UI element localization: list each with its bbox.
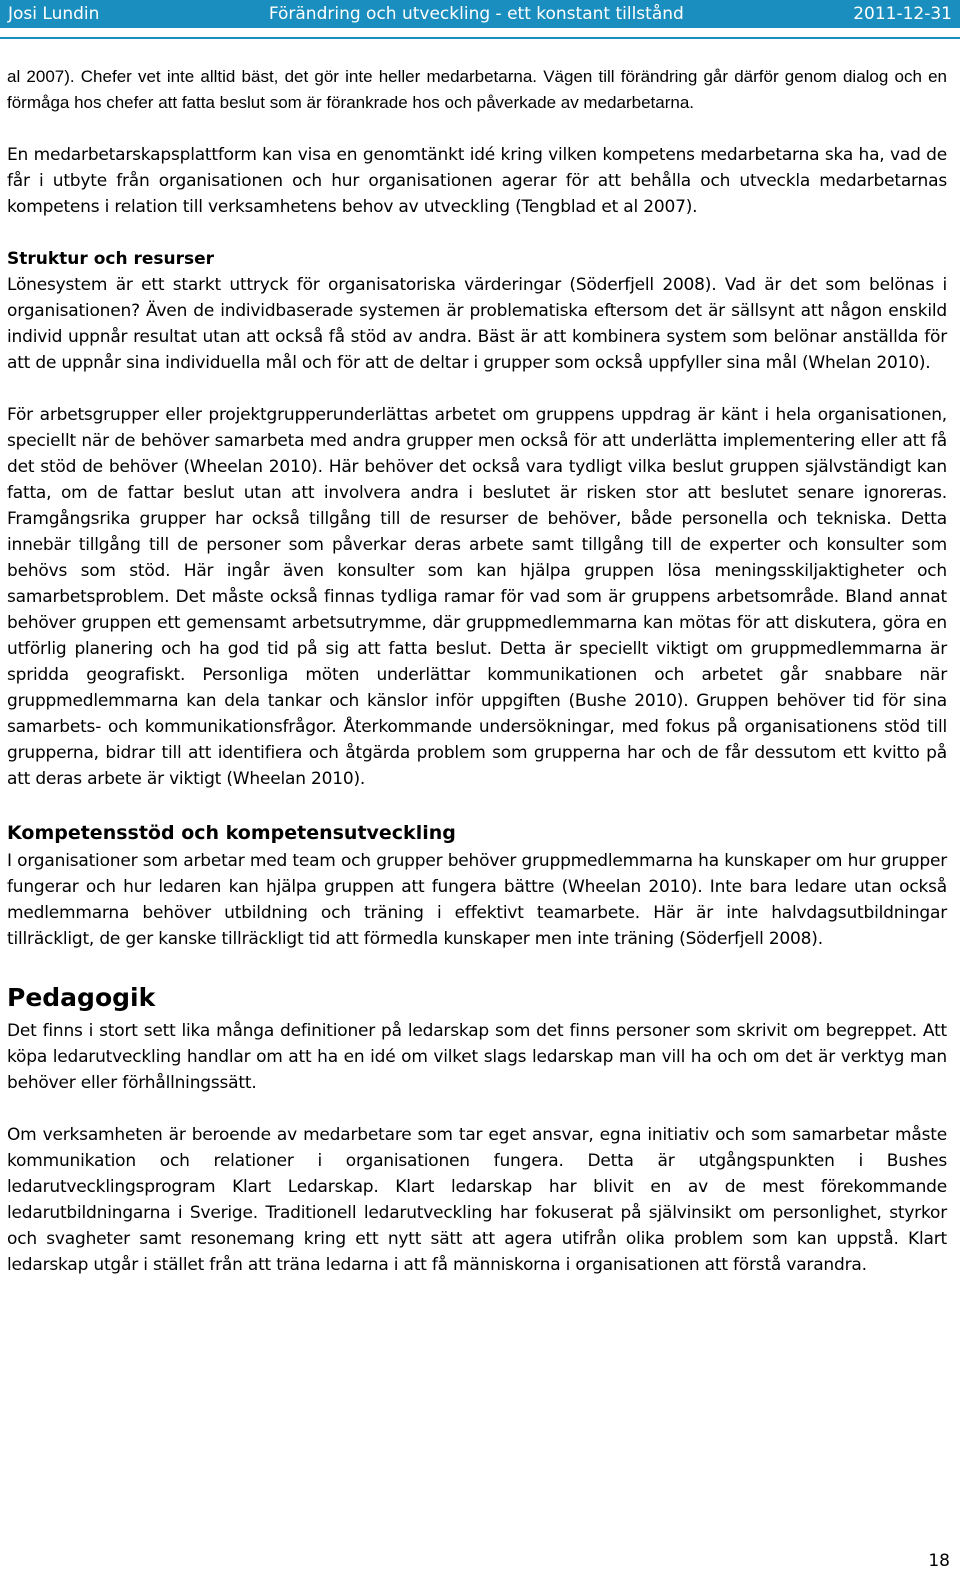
heading-struktur-och-resurser: Struktur och resurser — [7, 249, 215, 269]
paragraph-pedagogik-definition: Det finns i stort sett lika många definitioner på ledarskap som det finns personer som skrivit om begreppet. Att köpa ledarutveckling handlar om att ha en idé om vilket slags ledarskap man vill ha och om det är verktyg man behöver eller förhållningssätt. — [7, 1021, 947, 1093]
paragraph-kompetens: I organisationer som arbetar med team och grupper behöver gruppmedlemmarna ha kunskaper om hur grupper fungerar och hur ledaren kan hjälpa gruppen att fungera bättre (Wheelan 2010). Inte bara ledare utan också medlemmarna behöver utbildning och träning i effektivt teamarbete. Här är inte halvdagsutbildningar tillräckligt, de ger kanske tillräckligt tid att förmedla kunskaper men inte träning (Söderfjell 2008). — [7, 851, 947, 949]
page-header — [0, 0, 960, 28]
header-row — [8, 3, 952, 25]
header-author: Josi Lundin — [8, 4, 100, 24]
page-number: 18 — [928, 1551, 950, 1571]
paragraph-klart-ledarskap: Om verksamheten är beroende av medarbetare som tar eget ansvar, egna initiativ och som samarbetar måste kommunikation och relationer i organisationen fungera. Detta är utgångspunkten i Bushes ledarutvecklingsprogram Klart Ledarskap. Klart ledarskap har blivit en av de mest förekommande ledarutbildningarna i Sverige. Traditionell ledarutveckling har fokuserat på självinsikt om personlighet, styrkor och svagheter samt resonemang kring ett nytt sätt att agera utifrån olika problem som kan uppstå. Klart ledarskap utgår i stället från att träna ledarna i att få människorna i organisationen att förstå varandra. — [7, 1125, 947, 1275]
heading-kompetensstod: Kompetensstöd och kompetensutveckling — [7, 822, 456, 844]
header-title: Förändring och utveckling - ett konstant tillstånd — [268, 4, 684, 24]
paragraph-lonesystem: Lönesystem är ett starkt uttryck för organisatoriska värderingar (Söderfjell 2008). Vad är det som belönas i organisationen? Även de individbaserade systemen är problematiska eftersom det är sällsynt att någon enskild individ uppnår resultat utan att också få stöd av andra. Bäst är att kombinera system som belönar anställda för att de uppnår sina individuella mål och för att de deltar i grupper som också uppfyller sina mål (Whelan 2010). — [7, 275, 947, 373]
heading-pedagogik: Pedagogik — [7, 983, 156, 1012]
paragraph-intro: al 2007). Chefer vet inte alltid bäst, det gör inte heller medarbetarna. Vägen till förändring går därför genom dialog och en förmåga hos chefer att fatta beslut som är förankrade hos och påverkade av medarbetarna. — [7, 67, 947, 112]
paragraph-arbetsgrupper: För arbetsgrupper eller projektgrupperunderlättas arbetet om gruppens uppdrag är känt i hela organisationen, speciellt när de behöver samarbeta med andra grupper men också för att underlätta implementering eller att få det stöd de behöver (Wheelan 2010). Här behöver det också vara tydligt vilka beslut gruppen självständigt kan fatta, om de fattar beslut utan att involvera andra i beslutet är risken stor att beslutet senare ignoreras. Framgångsrika grupper har också tillgång till de resurser de behöver, både personella och tekniska. Detta innebär tillgång till de personer som påverkar deras arbete samt tillgång till de experter och konsulter som behövs som stöd. Här ingår även konsulter som kan hjälpa gruppen lösa meningsskiljaktigheter och samarbetsproblem. Det måste också finnas tydliga ramar för vad som är gruppens arbetsområde. Bland annat behöver gruppen ett gemensamt arbetsutrymme, där gruppmedlemmarna kan mötas för att diskutera, göra en utförlig planering och ha god tid på sig att fatta beslut. Detta är speciellt viktigt om gruppmedlemmarna är spridda geografiskt. Personliga möten underlättar kommunikationen och arbetet går snabbare när gruppmedlemmarna kan dela tankar och känslor inför uppgiften (Bushe 2010). Gruppen behöver tid för sina samarbets- och kommunikationsfrågor. Återkommande undersökningar, med fokus på organisationens stöd till grupperna, bidrar till att identifiera och åtgärda problem som grupperna har och de får dessutom ett kvitto på att deras arbete är viktigt (Wheelan 2010). — [7, 405, 947, 789]
header-date: 2011-12-31 — [853, 4, 952, 24]
header-rule — [0, 37, 960, 39]
paragraph-medarbetarskap: En medarbetarskapsplattform kan visa en genomtänkt idé kring vilken kompetens medarbetarna ska ha, vad de får i utbyte från organisationen och hur organisationen agerar för att behålla och utveckla medarbetarnas kompetens i relation till verksamhetens behov av utveckling (Tengblad et al 2007). — [7, 145, 947, 217]
document-body — [7, 64, 947, 1278]
